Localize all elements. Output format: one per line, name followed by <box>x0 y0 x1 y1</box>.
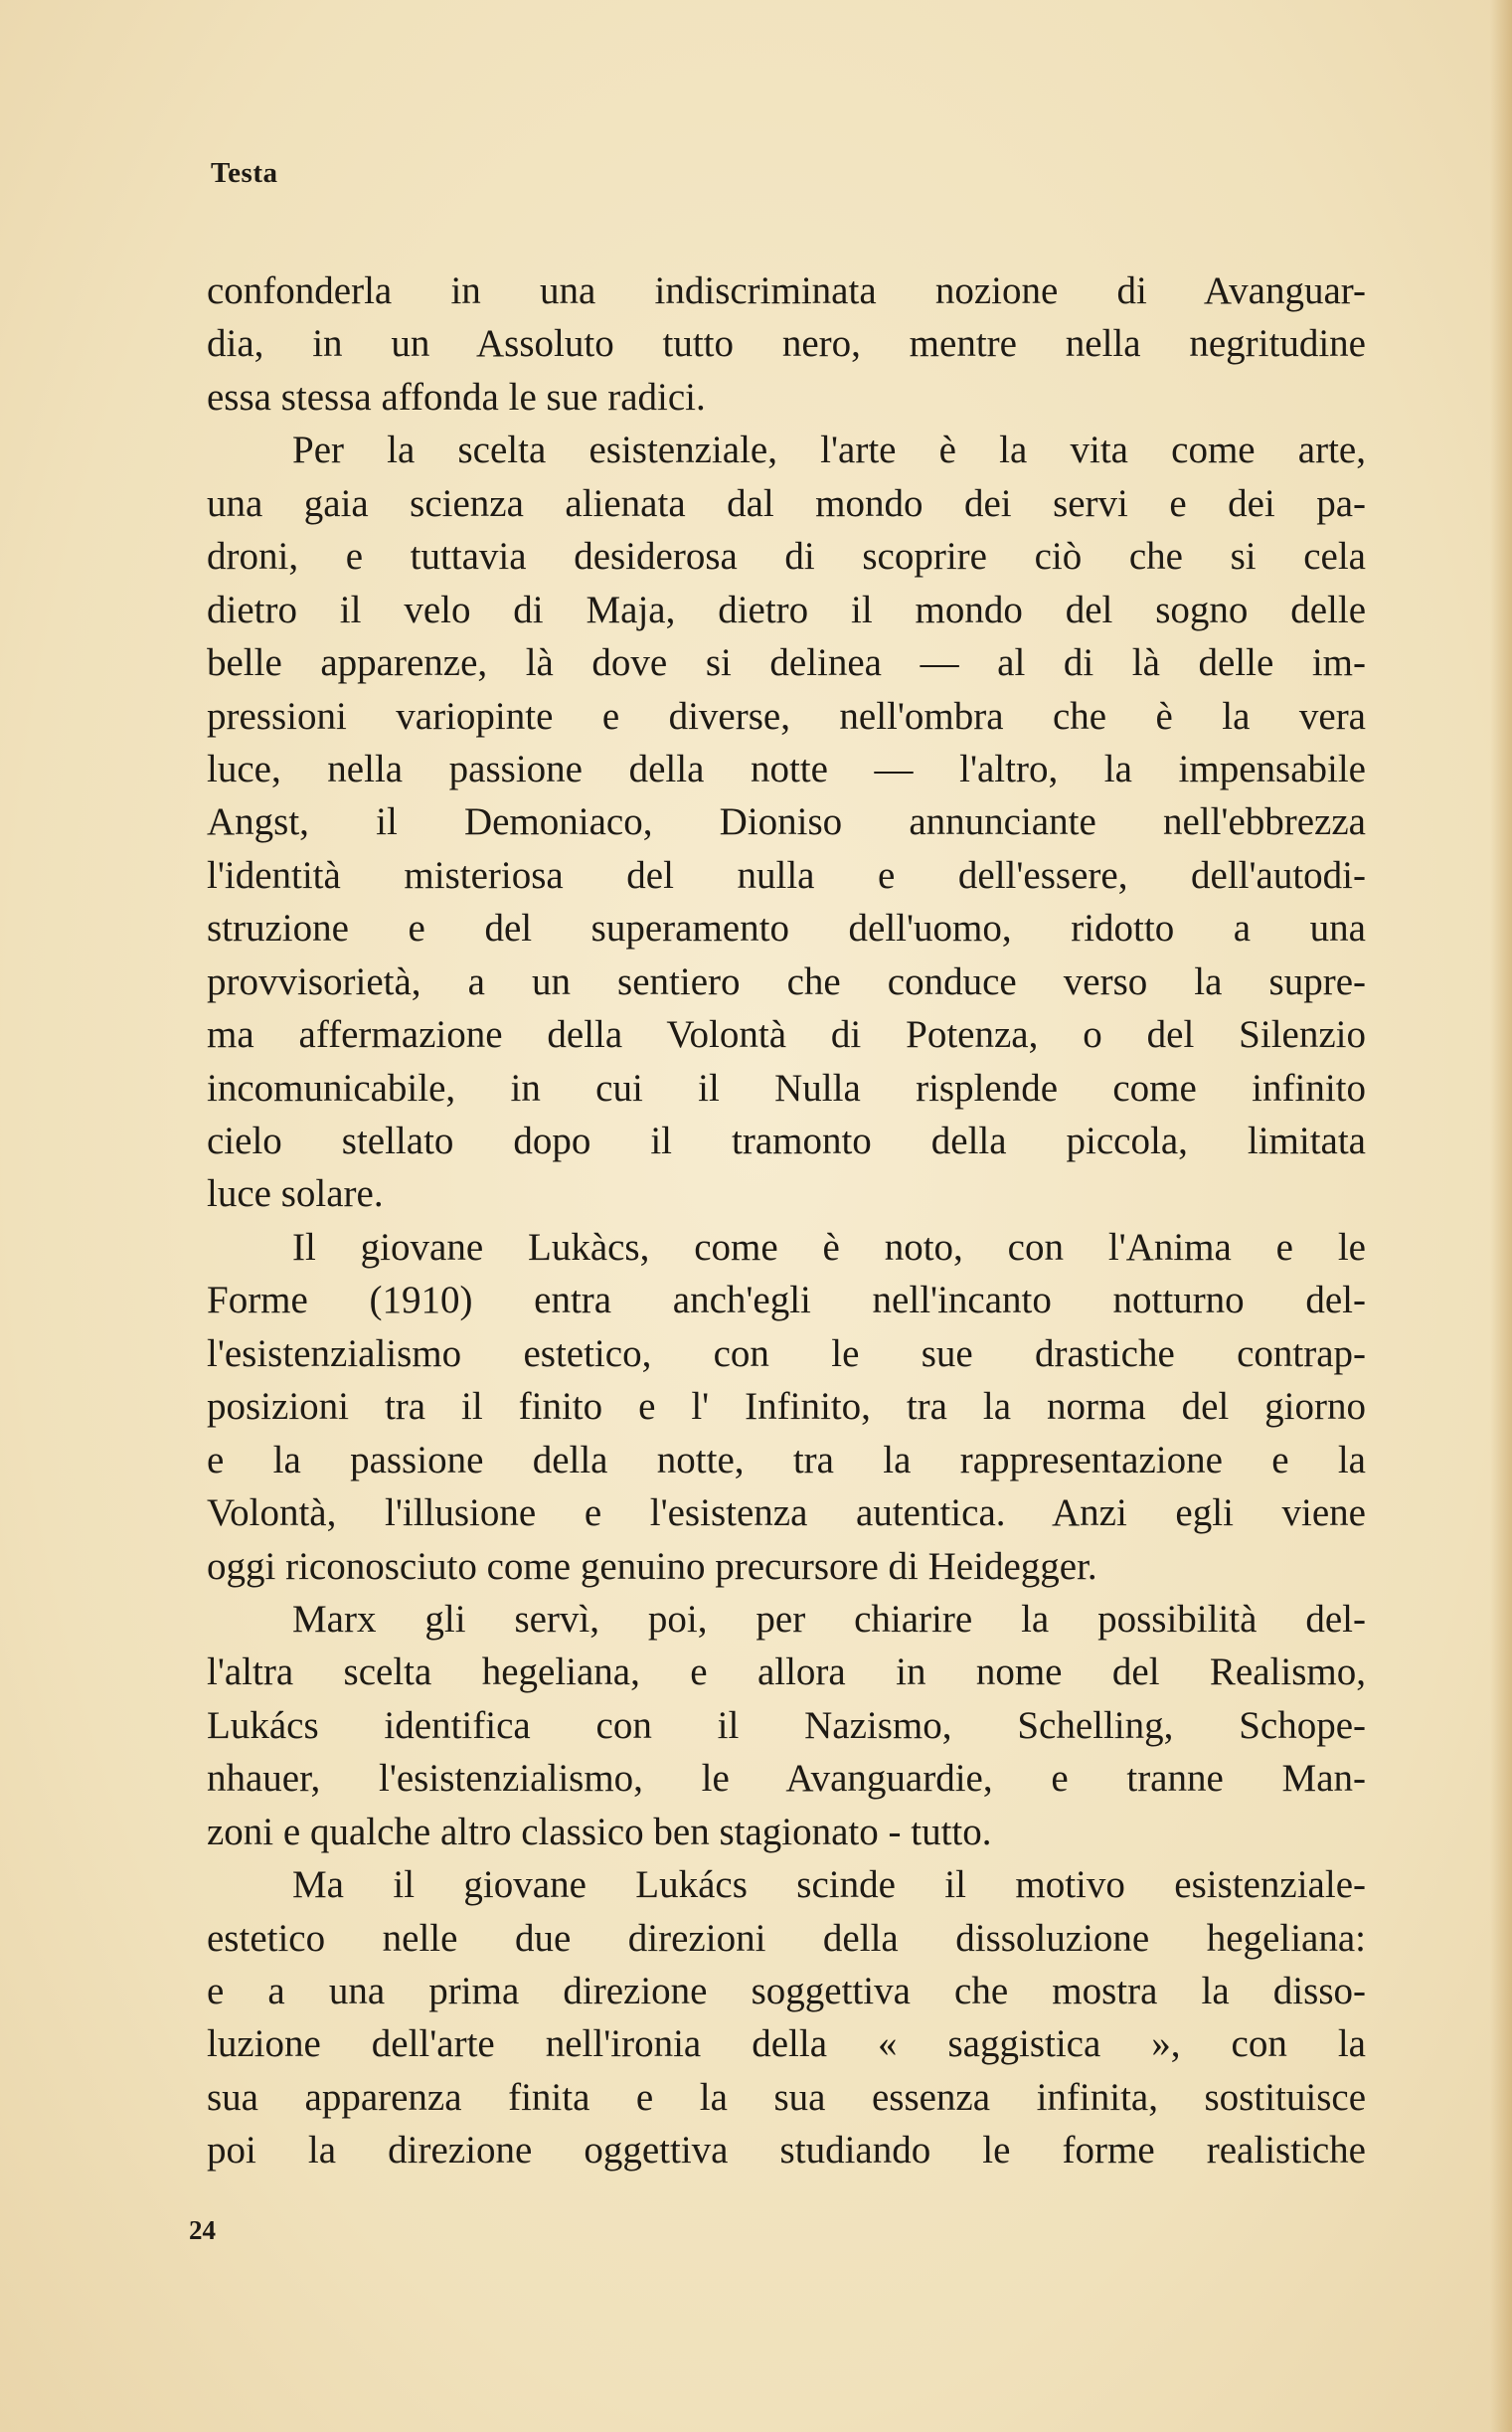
text-line: nhauer, l'esistenzialismo, le Avanguardie, e tranne Man- <box>207 1757 1366 1801</box>
text-line: poi la direzione oggettiva studiando le forme realistiche <box>207 2129 1366 2172</box>
paragraph-start-line: Per la scelta esistenziale, l'arte è la vita come arte, <box>292 429 1366 472</box>
paragraph-start-line: Ma il giovane Lukács scinde il motivo esistenziale- <box>292 1863 1366 1907</box>
paragraph-start-line: Marx gli servì, poi, per chiarire la possibilità del- <box>292 1597 1366 1641</box>
text-line: zoni e qualche altro classico ben stagionato - tutto. <box>207 1810 992 1853</box>
text-line: luzione dell'arte nell'ironia della « saggistica », con la <box>207 2022 1366 2066</box>
text-line: provvisorietà, a un sentiero che conduce verso la supre- <box>207 959 1366 1003</box>
text-line: sua apparenza finita e la sua essenza infinita, sostituisce <box>207 2075 1366 2119</box>
text-line: incomunicabile, in cui il Nulla risplende come infinito <box>207 1066 1366 1110</box>
text-line: Forme (1910) entra anch'egli nell'incanto notturno del- <box>207 1279 1366 1322</box>
text-line: struzione e del superamento dell'uomo, ridotto a una <box>207 907 1366 951</box>
text-line: e la passione della notte, tra la rappresentazione e la <box>207 1438 1366 1481</box>
text-line: Lukács identifica con il Nazismo, Schelling, Schope- <box>207 1703 1366 1747</box>
text-line: droni, e tuttavia desiderosa di scoprire ciò che si cela <box>207 535 1366 579</box>
text-line: l'identità misteriosa del nulla e dell'essere, dell'autodi- <box>207 853 1366 897</box>
text-line: dia, in un Assoluto tutto nero, mentre nella negritudine <box>207 322 1366 366</box>
text-line: e a una prima direzione soggettiva che mostra la disso- <box>207 1970 1366 2012</box>
running-head: Testa <box>211 157 278 189</box>
page-number: 24 <box>189 2215 216 2245</box>
page-edge-shadow <box>1490 0 1512 2432</box>
text-line: una gaia scienza alienata dal mondo dei servi e dei pa- <box>207 481 1366 525</box>
text-line: l'altra scelta hegeliana, e allora in nome del Realismo, <box>207 1650 1366 1694</box>
text-line: confonderla in una indiscriminata nozione di Avanguar- <box>207 269 1366 312</box>
text-line: luce, nella passione della notte — l'altro, la impensabile <box>207 747 1366 790</box>
body-text <box>207 264 1366 2177</box>
text-line: cielo stellato dopo il tramonto della piccola, limitata <box>207 1120 1366 1162</box>
text-line: luce solare. <box>207 1172 384 1216</box>
paragraph-start-line: Il giovane Lukàcs, come è noto, con l'Anima e le <box>292 1225 1366 1269</box>
text-line: essa stessa affonda le sue radici. <box>207 375 706 419</box>
text-line: pressioni variopinte e diverse, nell'ombra che è la vera <box>207 694 1366 738</box>
text-line: posizioni tra il finito e l' Infinito, tra la norma del giorno <box>207 1385 1366 1429</box>
text-line: belle apparenze, là dove si delinea — al di là delle im- <box>207 641 1366 685</box>
text-line: ma affermazione della Volontà di Potenza, o del Silenzio <box>207 1013 1366 1057</box>
text-line: Angst, il Demoniaco, Dioniso annunciante nell'ebbrezza <box>207 800 1366 844</box>
text-line: Volontà, l'illusione e l'esistenza autentica. Anzi egli viene <box>207 1491 1366 1535</box>
text-line: dietro il velo di Maja, dietro il mondo del sogno delle <box>207 588 1366 631</box>
text-line: l'esistenzialismo estetico, con le sue drastiche contrap- <box>207 1331 1366 1375</box>
text-line: estetico nelle due direzioni della dissoluzione hegeliana: <box>207 1916 1366 1960</box>
text-line: oggi riconosciuto come genuino precursore di Heidegger. <box>207 1544 1097 1588</box>
